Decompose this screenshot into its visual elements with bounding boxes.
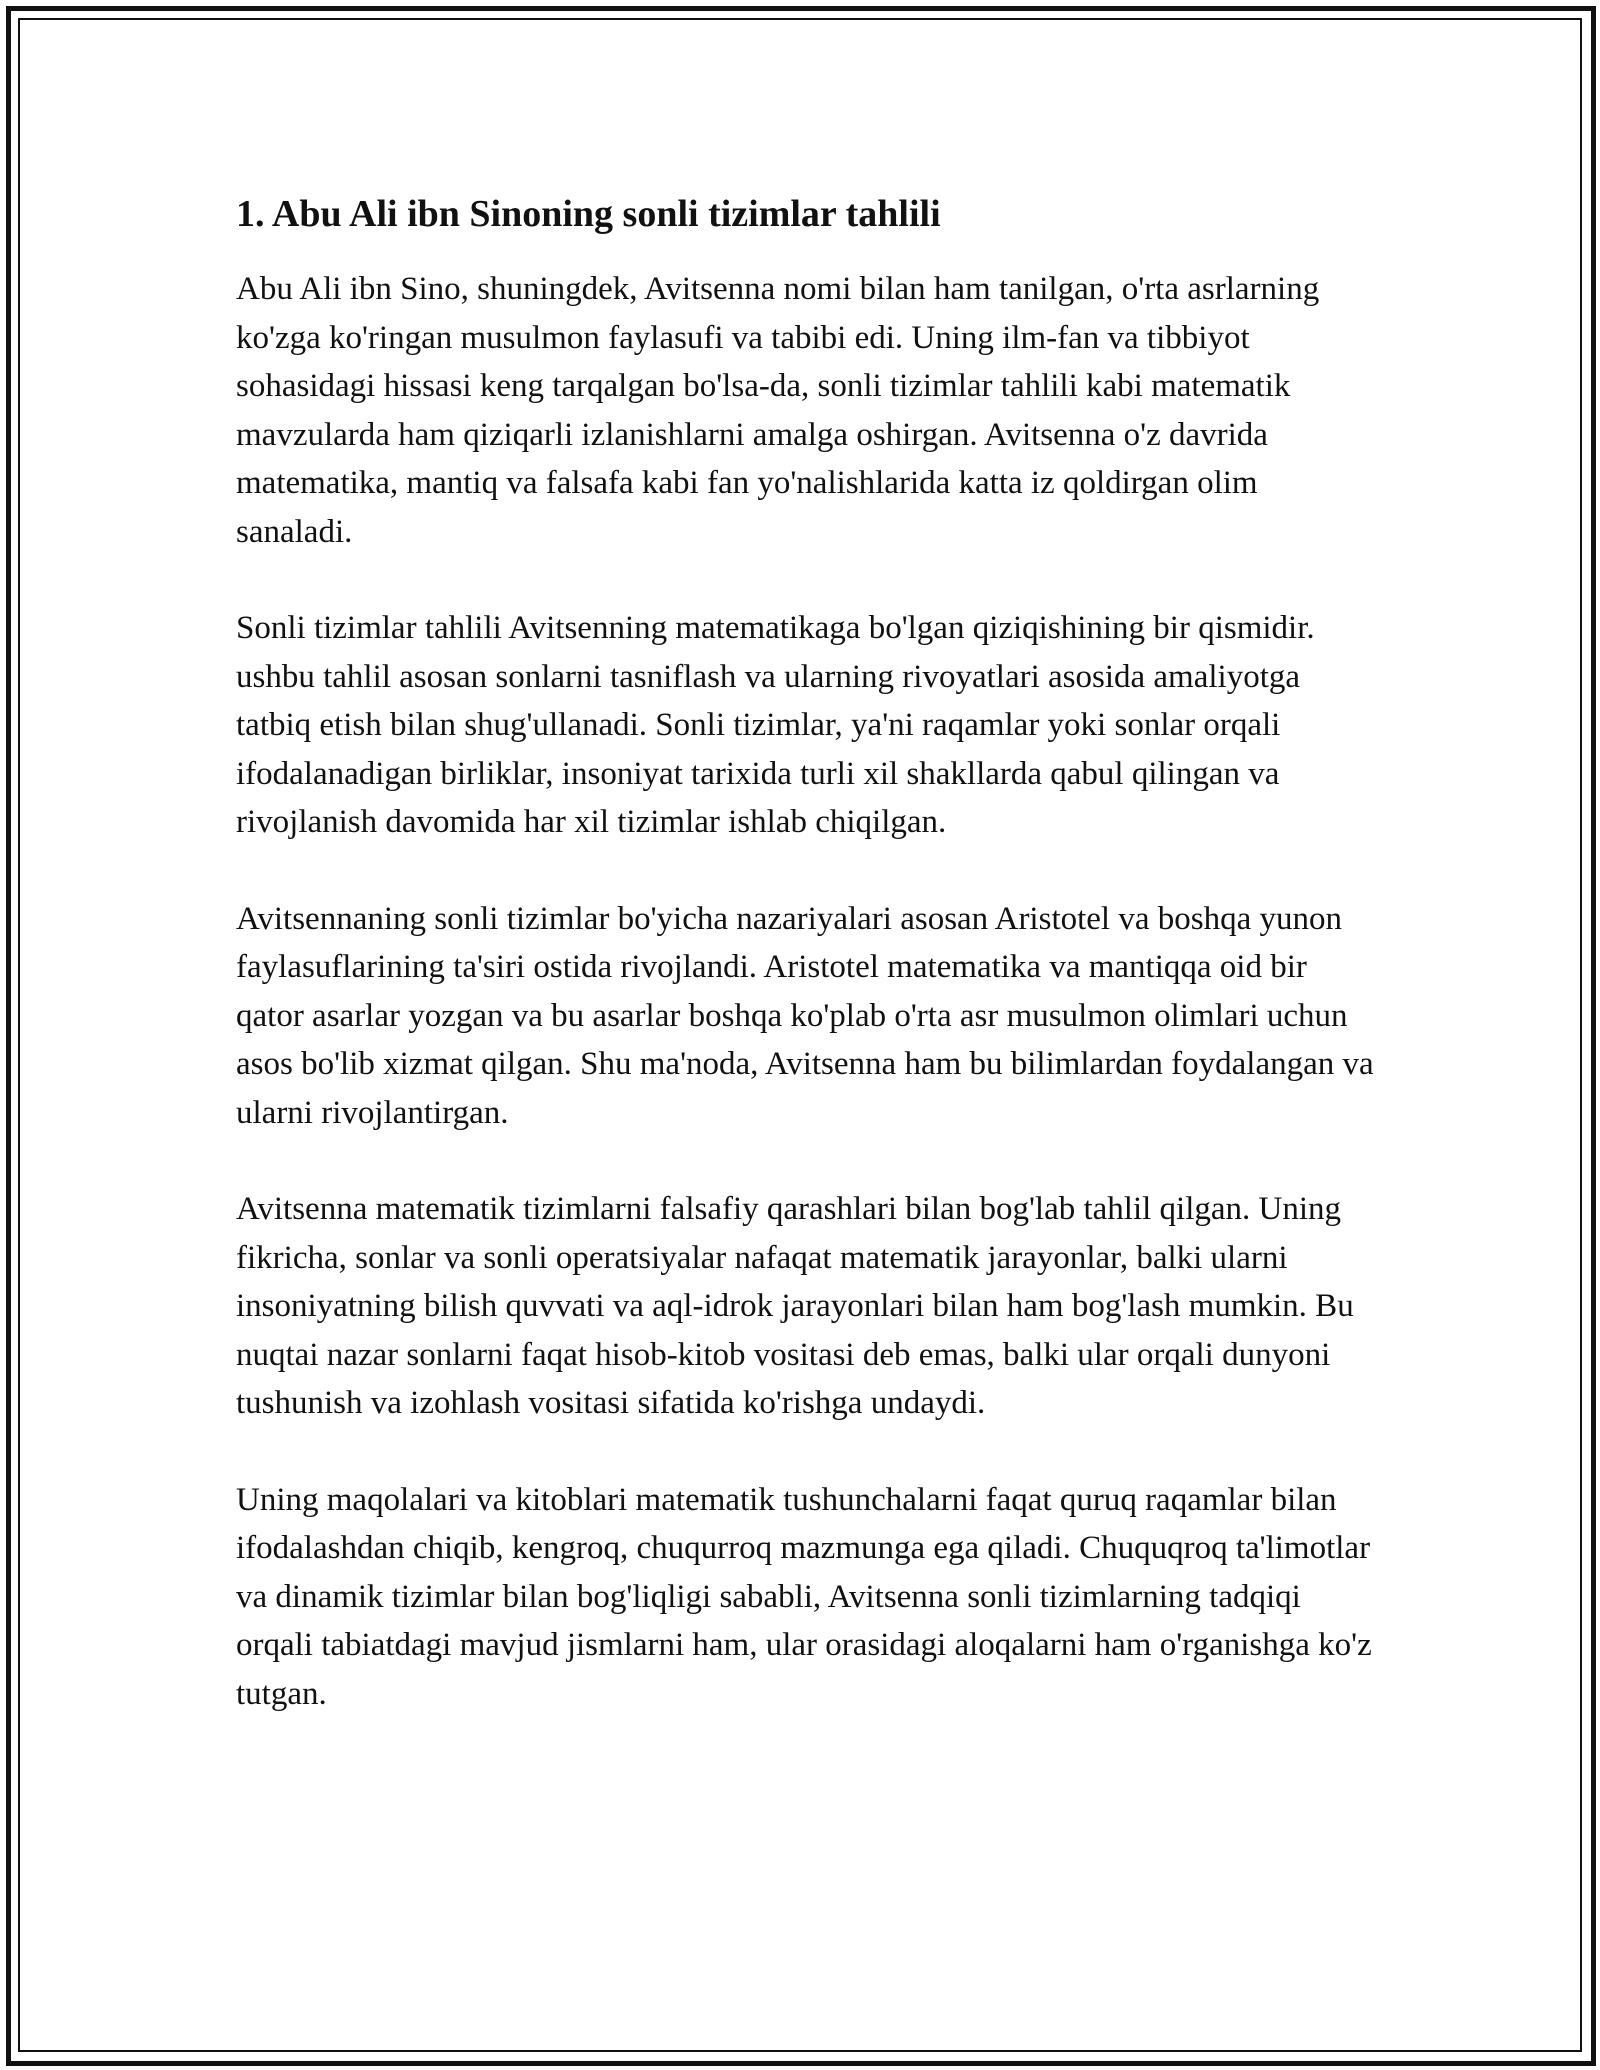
- document-body: [236, 185, 1376, 1766]
- paragraph-4: Avitsenna matematik tizimlarni falsafiy qarashlari bilan bog'lab tahlil qilgan. Uning fikricha, sonlar va sonli operatsiyalar nafaqat matematik jarayonlar, balki ularni insoniyatning bilish quvvati va aql-idrok jarayonlari bilan ham bog'lash mumkin. Bu nuqtai nazar sonlarni faqat hisob-kitob vositasi deb emas, balki ular orqali dunyoni tushunish va izohlash vositasi sifatida ko'rishga undaydi.: [236, 1191, 1354, 1421]
- paragraph-2: Sonli tizimlar tahlili Avitsenning matematikaga bo'lgan qiziqishining bir qismidir. ushbu tahlil asosan sonlarni tasniflash va ularning rivoyatlari asosida amaliyotga tatbiq etish bilan shug'ullanadi. Sonli tizimlar, ya'ni raqamlar yoki sonlar orqali ifodalanadigan birliklar, insoniyat tarixida turli xil shakllarda qabul qilingan va rivojlanish davomida har xil tizimlar ishlab chiqilgan.: [236, 610, 1315, 840]
- paragraph-5: Uning maqolalari va kitoblari matematik tushunchalarni faqat quruq raqamlar bilan ifodalashdan chiqib, kengroq, chuqurroq mazmunga ega qiladi. Chuquqroq ta'limotlar va dinamik tizimlar bilan bog'liqligi sababli, Avitsenna sonli tizimlarning tadqiqi orqali tabiatdagi mavjud jismlarni ham, ular orasidagi aloqalarni ham o'rganishga ko'z tutgan.: [236, 1481, 1372, 1712]
- section-heading: 1. Abu Ali ibn Sinoning sonli tizimlar tahlili: [236, 193, 941, 235]
- paragraph-1: Abu Ali ibn Sino, shuningdek, Avitsenna nomi bilan ham tanilgan, o'rta asrlarning ko'zga ko'ringan musulmon faylasufi va tabibi edi. Uning ilm-fan va tibbiyot sohasidagi hissasi keng tarqalgan bo'lsa-da, sonli tizimlar tahlili kabi matematik mavzularda ham qiziqarli izlanishlarni amalga oshirgan. Avitsenna o'z davrida matematika, mantiq va falsafa kabi fan yo'nalishlarida katta iz qoldirgan olim sanaladi.: [236, 271, 1320, 550]
- paragraph-3: Avitsennaning sonli tizimlar bo'yicha nazariyalari asosan Aristotel va boshqa yunon faylasuflarining ta'siri ostida rivojlandi. Aristotel matematika va mantiqqa oid bir qator asarlar yozgan va bu asarlar boshqa ko'plab o'rta asr musulmon olimlari uchun asos bo'lib xizmat qilgan. Shu ma'noda, Avitsenna ham bu bilimlardan foydalangan va ularni rivojlantirgan.: [236, 900, 1374, 1131]
